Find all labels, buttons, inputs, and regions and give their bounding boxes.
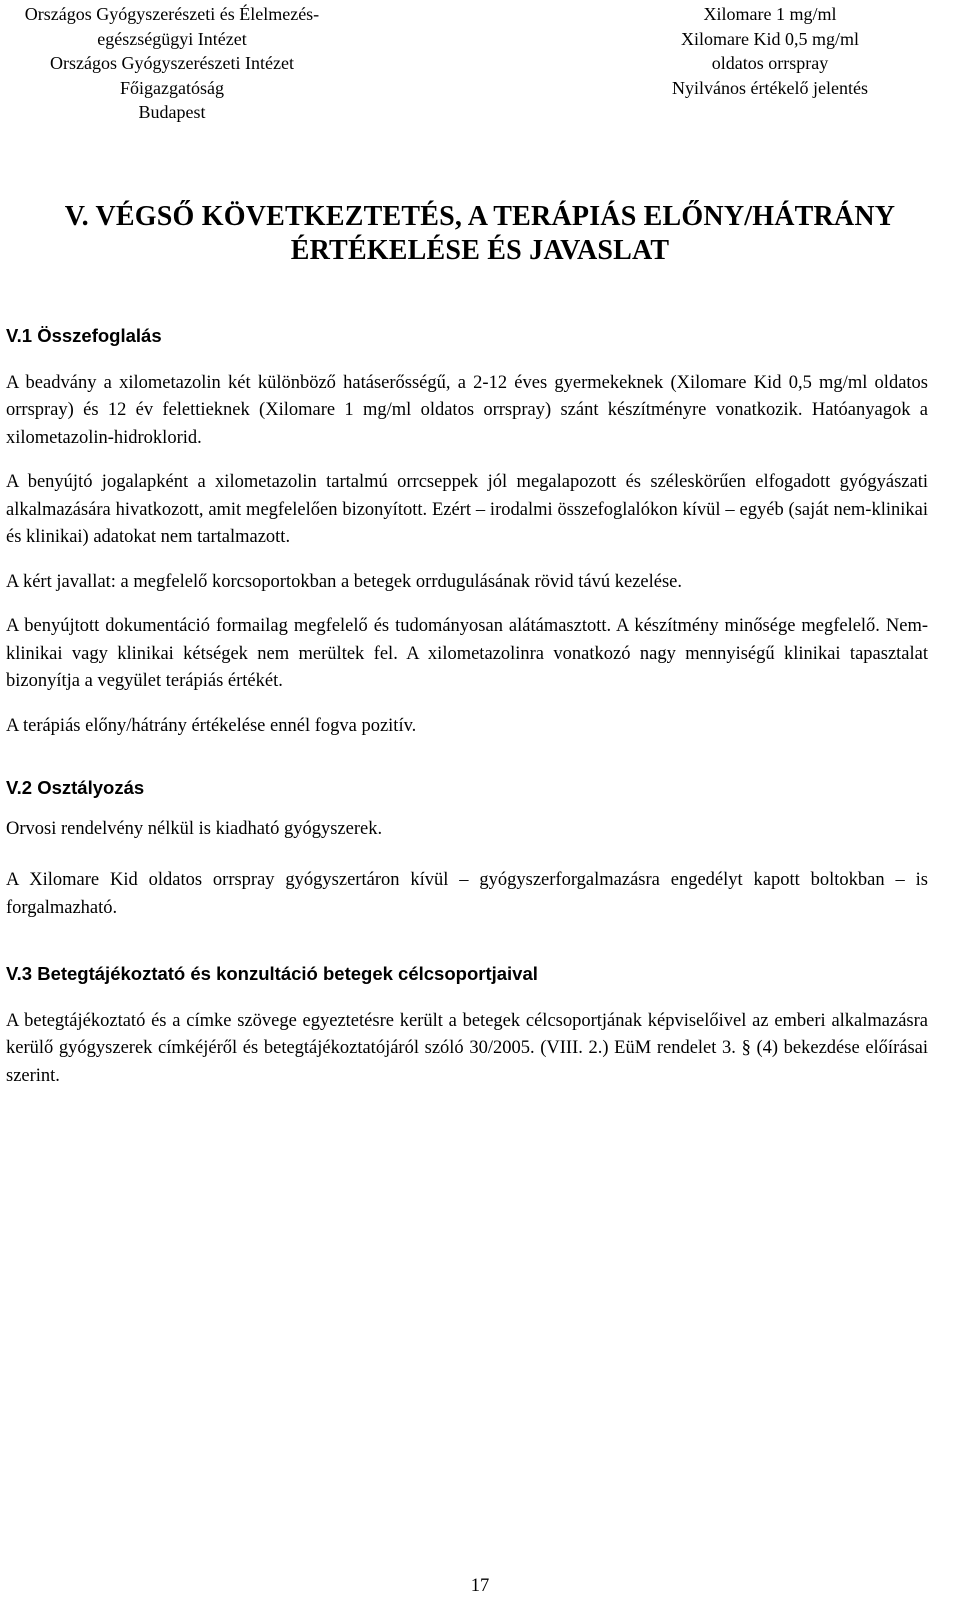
- chapter-title-line2: ÉRTÉKELÉSE ÉS JAVASLAT: [290, 235, 670, 266]
- header-left-line: Országos Gyógyszerészeti Intézet: [50, 53, 294, 73]
- section-summary: [6, 322, 928, 740]
- paragraph: A betegtájékoztató és a címke szövege egyeztetésre került a betegek célcsoportjának képviselőivel az emberi alkalmazásra kerülő gyógyszerek címkéjéről és betegtájékoztatójáról szóló 30/2005. (VIII. 2.) EüM rendelet 3. § (4) bekezdése előírásai szerint.: [6, 1010, 928, 1086]
- header-right-product: [600, 2, 940, 100]
- header-left-line: egészségügyi Intézet: [97, 28, 247, 49]
- header-right-line: Xilomare 1 mg/ml: [703, 4, 837, 24]
- paragraph: A beadvány a xilometazolin két különböző hatáserősségű, a 2-12 éves gyermekeknek (Xilomare Kid 0,5 mg/ml oldatos orrspray) és 12 év felettieknek (Xilomare 1 mg/ml oldatos orrspray) szánt készítményre vonatkozik. Hatóanyagok a xilometazolin-hidroklorid.: [6, 372, 928, 448]
- header-right-line: Nyilvános értékelő jelentés: [672, 77, 868, 98]
- section-heading-patient-information: V.3 Betegtájékoztató és konzultáció betegek célcsoportjaival: [6, 963, 538, 984]
- header-left-line: Főigazgatóság: [120, 77, 224, 98]
- document-body: [6, 322, 928, 1107]
- header-left-institution: [2, 2, 342, 125]
- paragraph: Orvosi rendelvény nélkül is kiadható gyógyszerek.: [6, 818, 383, 839]
- paragraph: A benyújtó jogalapként a xilometazolin tartalmú orrcseppek jól megalapozott és széleskörűen elfogadott gyógyászati alkalmazására hivatkozott, amit megfelelően bizonyított. Ezért – irodalmi összefoglalókon kívül – egyéb (saját nem-klinikai és klinikai) adatokat nem tartalmazott.: [6, 472, 928, 547]
- header-right-line: Xilomare Kid 0,5 mg/ml: [681, 28, 859, 49]
- page-number: 17: [470, 1576, 490, 1596]
- section-heading-summary: V.1 Összefoglalás: [6, 325, 162, 346]
- paragraph: A terápiás előny/hátrány értékelése ennél fogva pozitív.: [6, 715, 417, 736]
- paragraph: A kért javallat: a megfelelő korcsoportokban a betegek orrdugulásának rövid távú kezelése.: [6, 571, 683, 592]
- header-left-line: Országos Gyógyszerészeti és Élelmezés-: [24, 4, 320, 24]
- section-heading-classification: V.2 Osztályozás: [6, 777, 145, 798]
- paragraph: A benyújtott dokumentáció formailag megfelelő és tudományosan alátámasztott. A készítmény minősége megfelelő. Nem-klinikai vagy klinikai kétségek nem merültek fel. A xilometazolinra vonatkozó nagy mennyiségű klinikai tapasztalat bizonyítja a vegyület terápiás értékét.: [6, 616, 928, 691]
- paragraph: A Xilomare Kid oldatos orrspray gyógyszertáron kívül – gyógyszerforgalmazásra engedélyt kapott boltokban – is forgalmazható.: [6, 870, 928, 918]
- section-classification: [6, 774, 928, 922]
- chapter-title: [0, 200, 960, 268]
- header-left-line: Budapest: [138, 102, 206, 122]
- header-right-line: oldatos orrspray: [711, 53, 829, 73]
- chapter-title-line1: V. VÉGSŐ KÖVETKEZTETÉS, A TERÁPIÁS ELŐNY/HÁTRÁNY: [64, 201, 896, 232]
- section-patient-information: [6, 960, 928, 1090]
